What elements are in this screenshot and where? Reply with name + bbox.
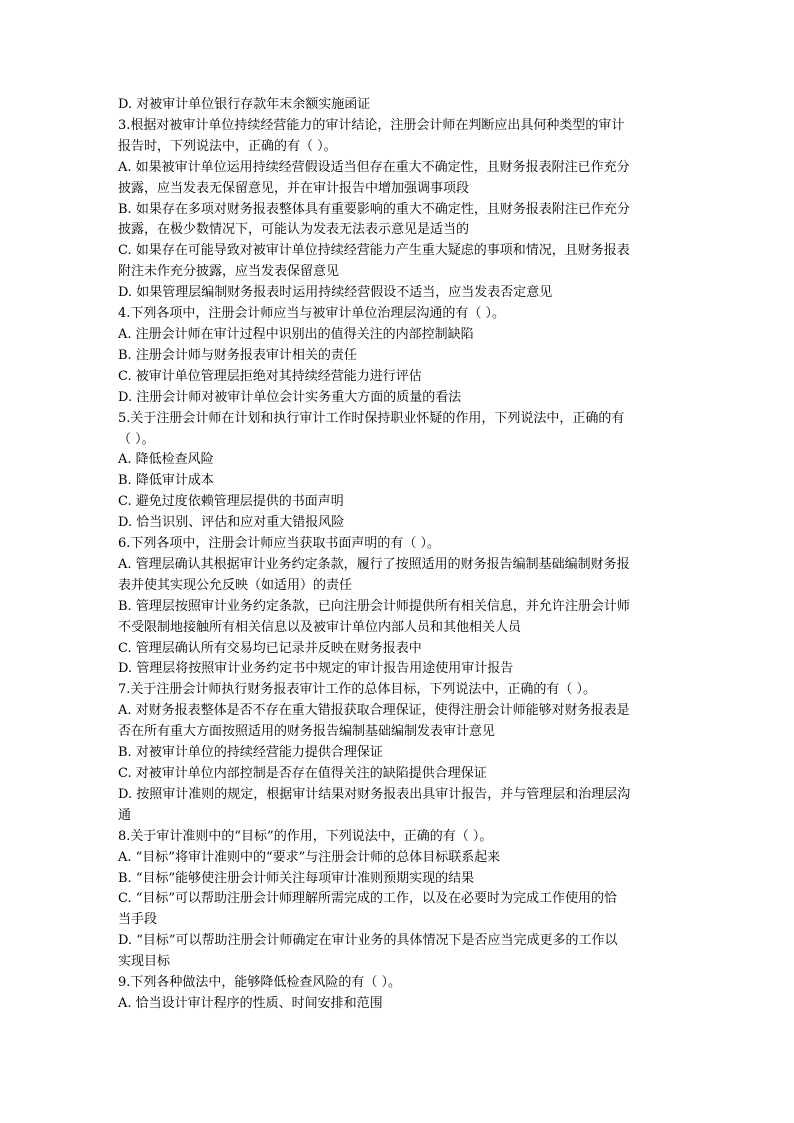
option-7-b: B. 对被审计单位的持续经营能力提供合理保证 xyxy=(118,745,383,761)
question-7-text: 7.关于注册会计师执行财务报表审计工作的总体目标，下列说法中，正确的有（ ）。 xyxy=(118,682,597,698)
option-3-b: B. 如果存在多项对财务报表整体具有重要影响的重大不确定性，且财务报表附注已作充分 xyxy=(118,201,630,217)
question-4-text: 4.下列各项中，注册会计师应当与被审计单位治理层沟通的有（ ）。 xyxy=(118,306,506,322)
question-5-text: 5.关于注册会计师在计划和执行审计工作时保持职业怀疑的作用，下列说法中，正确的有 xyxy=(118,410,625,426)
question-8-text: 8.关于审计准则中的“目标”的作用，下列说法中，正确的有（ ）。 xyxy=(118,828,493,844)
option-6-d: D. 管理层将按照审计业务约定书中规定的审计报告用途使用审计报告 xyxy=(118,661,514,677)
option-6-b-cont: 不受限制地接触所有相关信息以及被审计单位内部人员和其他相关人员 xyxy=(118,619,522,635)
option-8-c-cont: 当手段 xyxy=(118,912,158,928)
option-5-d: D. 恰当识别、评估和应对重大错报风险 xyxy=(118,515,345,531)
option-3-a: A. 如果被审计单位运用持续经营假设适当但存在重大不确定性，且财务报表附注已作充分 xyxy=(118,159,630,175)
option-5-a: A. 降低检查风险 xyxy=(118,452,214,468)
option-3-a-cont: 披露，应当发表无保留意见，并在审计报告中增加强调事项段 xyxy=(118,180,470,196)
option-7-a: A. 对财务报表整体是否不存在重大错报获取合理保证，使得注册会计师能够对财务报表是 xyxy=(118,703,630,719)
question-3-text-cont: 报告时，下列说法中，正确的有（ ）。 xyxy=(118,138,337,154)
question-6-text: 6.下列各项中，注册会计师应当获取书面声明的有（ ）。 xyxy=(118,536,441,552)
option-4-d: D. 注册会计师对被审计单位会计实务重大方面的质量的看法 xyxy=(118,389,462,405)
option-3-c-cont: 附注未作充分披露，应当发表保留意见 xyxy=(118,264,340,280)
question-5-text-cont: （ ）。 xyxy=(118,431,155,447)
option-6-b: B. 管理层按照审计业务约定条款，已向注册会计师提供所有相关信息，并允许注册会计师 xyxy=(118,598,630,614)
option-4-c: C. 被审计单位管理层拒绝对其持续经营能力进行评估 xyxy=(118,368,422,384)
option-5-b: B. 降低审计成本 xyxy=(118,473,214,489)
option-6-c: C. 管理层确认所有交易均已记录并反映在财务报表中 xyxy=(118,640,422,656)
option-8-b: B. “目标”能够使注册会计师关注每项审计准则预期实现的结果 xyxy=(118,870,475,886)
option-6-a-cont: 表并使其实现公允反映（如适用）的责任 xyxy=(118,577,353,593)
option-8-d-cont: 实现目标 xyxy=(118,954,171,970)
option-7-c: C. 对被审计单位内部控制是否存在值得关注的缺陷提供合理保证 xyxy=(118,766,487,781)
option-7-d-cont: 通 xyxy=(118,807,132,823)
option-3-d: D. 如果管理层编制财务报表时运用持续经营假设不适当，应当发表否定意见 xyxy=(118,285,553,301)
document-page xyxy=(118,95,680,1015)
question-3-text: 3.根据对被审计单位持续经营能力的审计结论，注册会计师在判断应出具何种类型的审计 xyxy=(118,117,625,133)
option-8-c: C. “目标”可以帮助注册会计师理解所需完成的工作，以及在必要时为完成工作使用的恰 xyxy=(118,891,618,907)
question-9-text: 9.下列各种做法中，能够降低检查风险的有（ ）。 xyxy=(118,975,402,991)
option-8-d: D. “目标”可以帮助注册会计师确定在审计业务的具体情况下是否应当完成更多的工作以 xyxy=(118,933,618,949)
option-4-b: B. 注册会计师与财务报表审计相关的责任 xyxy=(118,347,357,363)
option-5-c: C. 避免过度依赖管理层提供的书面声明 xyxy=(118,494,344,510)
option-7-d: D. 按照审计准则的规定，根据审计结果对财务报表出具审计报告，并与管理层和治理层沟 xyxy=(118,786,631,802)
option-2-d: D. 对被审计单位银行存款年末余额实施函证 xyxy=(118,97,371,112)
option-7-a-cont: 否在所有重大方面按照适用的财务报告编制基础编制发表审计意见 xyxy=(118,724,496,740)
option-8-a: A. “目标”将审计准则中的“要求”与注册会计师的总体目标联系起来 xyxy=(118,849,501,865)
option-4-a: A. 注册会计师在审计过程中识别出的值得关注的内部控制缺陷 xyxy=(118,326,474,342)
option-3-b-cont: 披露，在极少数情况下，可能认为发表无法表示意见是适当的 xyxy=(118,222,470,238)
option-6-a: A. 管理层确认其根据审计业务约定条款，履行了按照适用的财务报告编制基础编制财务报 xyxy=(118,556,630,572)
option-9-a: A. 恰当设计审计程序的性质、时间安排和范围 xyxy=(118,995,383,1011)
option-3-c: C. 如果存在可能导致对被审计单位持续经营能力产生重大疑虑的事项和情况，且财务报表 xyxy=(118,243,630,259)
